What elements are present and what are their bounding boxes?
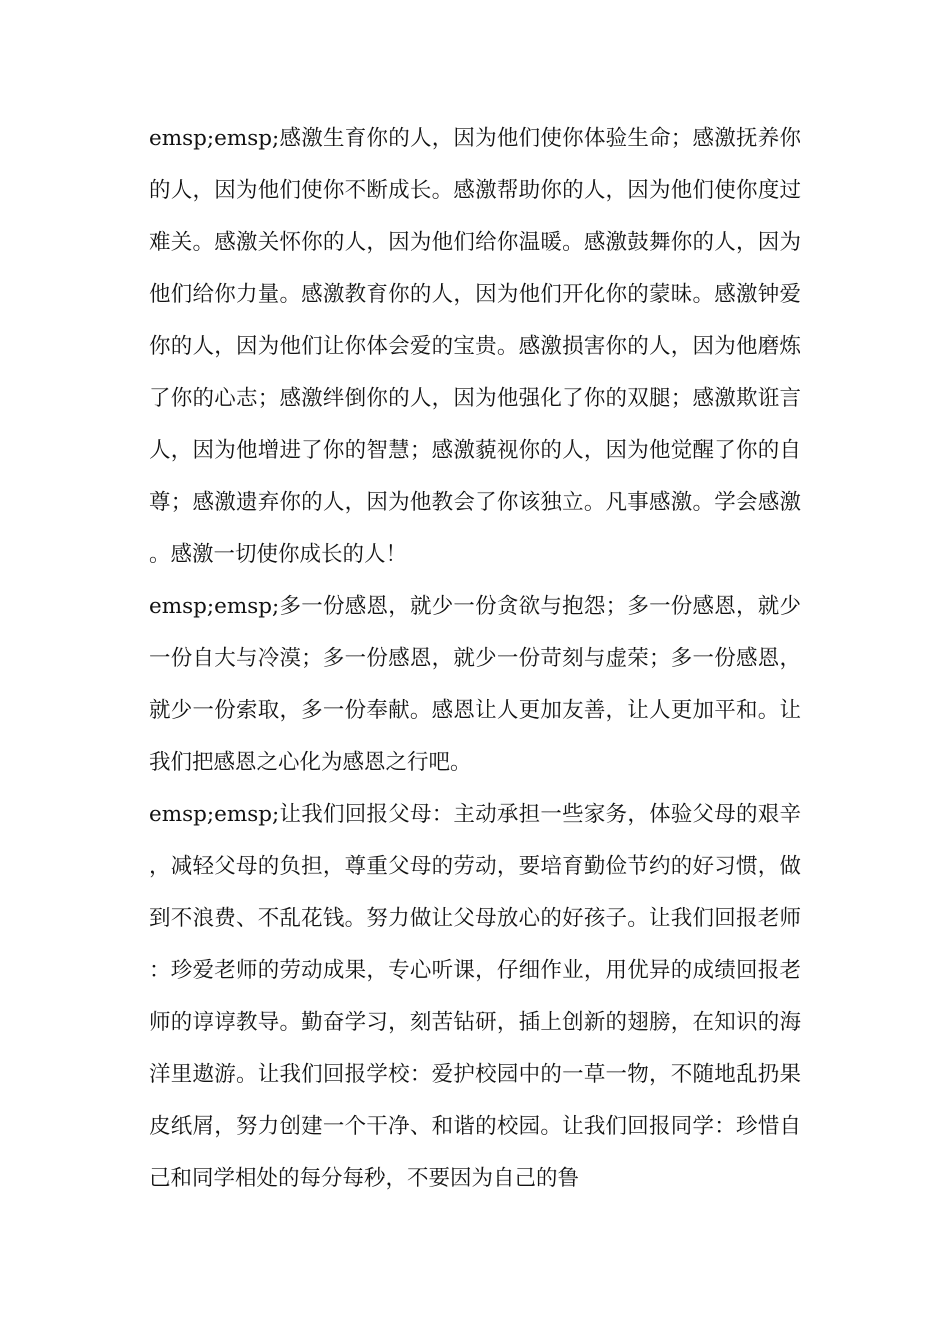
paragraph-repay: emsp;emsp;让我们回报父母：主动承担一些家务，体验父母的艰辛，减轻父母的负担，尊重父母的劳动，要培育勤俭节约的好习惯，做到不浪费、不乱花钱。努力做让父母放心的好孩子。让我们回报老师：珍爱老师的劳动成果，专心听课，仔细作业，用优异的成绩回报老师的谆谆教导。勤奋学习，刻苦钻研，插上创新的翅膀，在知识的海洋里遨游。让我们回报学校：爱护校园中的一草一物，不随地乱扔果皮纸屑，努力创建一个干净、和谐的校园。让我们回报同学：珍惜自己和同学相处的每分每秒，不要因为自己的鲁 [149, 802, 801, 1191]
document-body [149, 113, 801, 1205]
paragraph-thankfulness: emsp;emsp;多一份感恩，就少一份贪欲与抱怨；多一份感恩，就少一份自大与冷漠；多一份感恩，就少一份苛刻与虚荣；多一份感恩，就少一份索取，多一份奉献。感恩让人更加友善，让人更加平和。让我们把感恩之心化为感恩之行吧。 [149, 594, 801, 775]
paragraph-gratitude: emsp;emsp;感激生育你的人，因为他们使你体验生命；感激抚养你的人，因为他们使你不断成长。感激帮助你的人，因为他们使你度过难关。感激关怀你的人，因为他们给你温暖。感激鼓舞你的人，因为他们给你力量。感激教育你的人，因为他们开化你的蒙昧。感激钟爱你的人，因为他们让你体会爱的宝贵。感激损害你的人，因为他磨炼了你的心志；感激绊倒你的人，因为他强化了你的双腿；感激欺诳言人，因为他增进了你的智慧；感激藐视你的人，因为他觉醒了你的自尊；感激遗弃你的人，因为他教会了你该独立。凡事感激。学会感激。感激一切使你成长的人！ [149, 126, 801, 567]
